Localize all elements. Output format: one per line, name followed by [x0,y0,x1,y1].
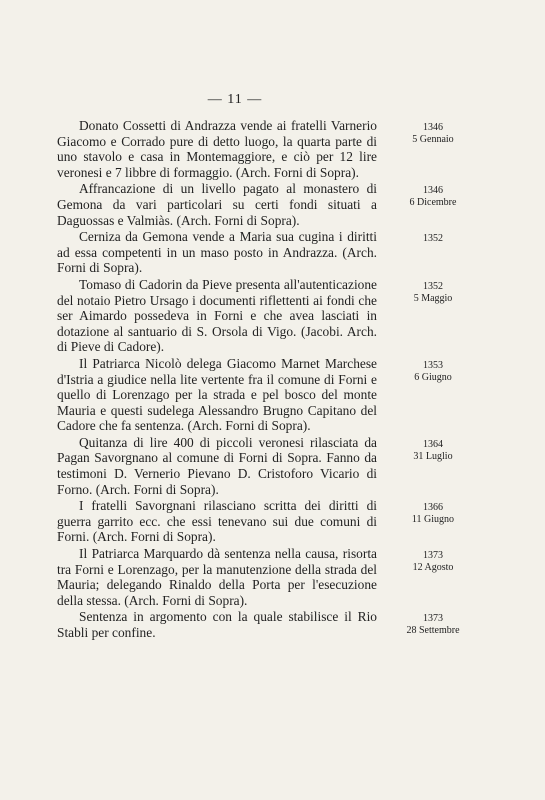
entry-day: 11 Giugno [411,514,455,526]
entry-date [383,360,483,384]
entry [57,609,477,640]
page-number: — 11 — [207,92,263,107]
entry-day: 31 Luglio [413,450,453,462]
entry-year: 1353 [423,359,443,371]
entry-year: 1346 [423,122,443,133]
entry-date [383,550,483,574]
entry-date [383,122,483,146]
entry-day: 12 Agosto [412,562,454,574]
entry-date [383,185,483,209]
entry-text: Affrancazione di un livello pagato al monastero di Gemona da vari particolari su certi fondi situati a Daguossas e Valmiàs. (Arch. Forni di Sopra). [57,181,377,228]
entry-date [383,502,483,526]
entry [57,118,477,180]
entry [57,277,477,355]
entry-text: Quitanza di lire 400 di piccoli veronesi rilasciata da Pagan Savorgnano al comune di Forni di Sopra. Fanno da testimoni D. Vernerio Pievano D. Cristoforo Vicario di Forno. (Arch. Forni di Sopra). [57,434,377,497]
entry-text: Donato Cossetti di Andrazza vende ai fratelli Varnerio Giacomo e Corrado pure di detto luogo, la quarta parte di uno stavolo e casa in Montemaggiore, e ciò per 12 lire veronesi e 7 libbre di formaggio. (Arch. Forni di Sopra). [57,118,377,180]
entry-year: 1373 [423,613,443,625]
entry-year: 1364 [423,438,443,450]
entry-year: 1346 [423,185,443,197]
entry [57,546,477,608]
entry-day: 5 Gennaio [412,134,454,145]
entry-day: 5 Maggio [413,292,453,304]
entry-year: 1352 [423,233,443,245]
entry-year: 1373 [423,550,443,562]
entry-date [383,233,483,245]
entry-date [383,281,483,305]
entry-text: Tomaso di Cadorin da Pieve presenta all'autenticazione del notaio Pietro Ursago i documenti riflettenti ai fondi che ser Aimardo possedeva in Forni e che avea lasciati in dotazione al santuario di S. Orsola di Vigo. (Jacobi. Arch. di Pieve di Cadore). [57,276,377,355]
entry-text: Il Patriarca Nicolò delega Giacomo Marnet Marchese d'Istria a giudice nella lite vertente fra il comune di Forni e quello di Lorenzago per la strada e pel bosco del monte Mauria e questi sudelega Alessandro Brugno Capitano del Cadore che fa sentenza. (Arch. Forni di Sopra). [57,355,377,434]
entry [57,181,477,228]
entry-text: Sentenza in argomento con la quale stabilisce il Rio Stabli per confine. [57,609,377,640]
entry-text: I fratelli Savorgnani rilasciano scritta dei diritti di guerra garrito ecc. che essi tenevano sui due comuni di Forni. (Arch. Forni di Sopra). [57,498,377,545]
entry [57,356,477,434]
entry-day: 28 Settembre [406,625,460,637]
entry-list [57,118,477,642]
entry-year: 1352 [423,280,443,292]
entry-year: 1366 [423,502,443,514]
entry-text: Il Patriarca Marquardo dà sentenza nella causa, risorta tra Forni e Lorenzago, per la manutenzione della strada del Mauria; delegando Rinaldo della Porta per l'esecuzione della stessa. (Arch. Forni di Sopra). [57,546,377,608]
entry-text: Cerniza da Gemona vende a Maria sua cugina i diritti ad essa competenti in un maso posto in Andrazza. (Arch. Forni di Sopra). [57,229,377,276]
entry [57,435,477,497]
entry [57,229,477,276]
entry-date [383,439,483,463]
entry-date [383,613,483,637]
entry [57,498,477,545]
entry-day: 6 Dicembre [409,197,457,209]
entry-day: 6 Giugno [414,371,452,383]
